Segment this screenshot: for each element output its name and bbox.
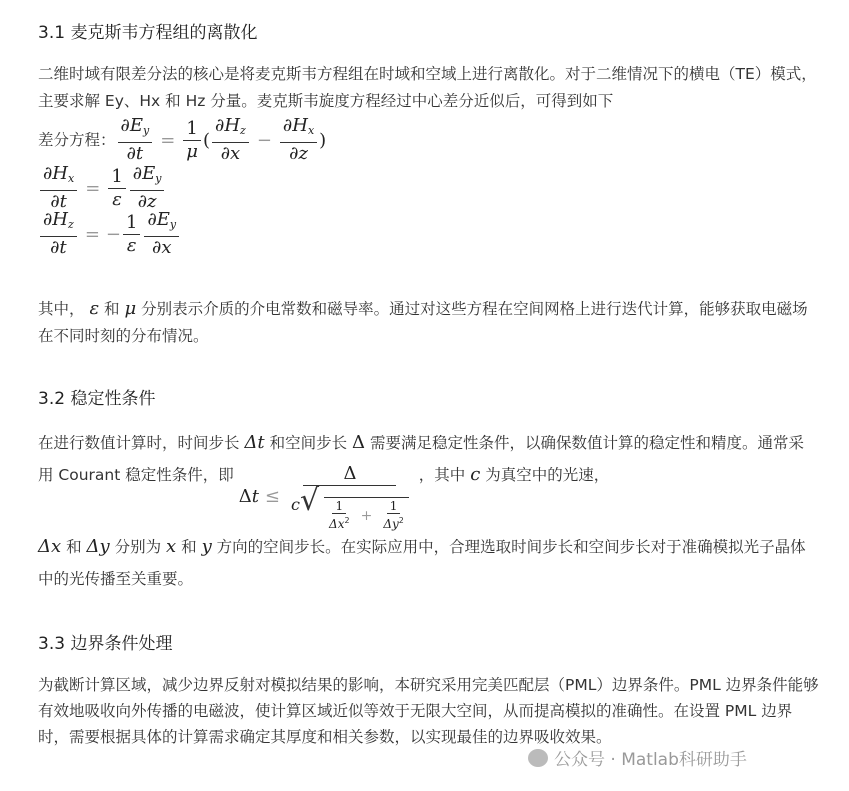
paragraph: 二维时域有限差分法的核心是将麦克斯韦方程组在时域和空域上进行离散化。对于二维情况下的横电（TE）模式，主要求解 Ey、Hx 和 Hz 分量。麦克斯韦旋度方程经过中心差分近似后，可得到如下 差分方程： $\frac{\partial E_y}{\partial t}$ = $\frac{1}{\mu}$ ( $\frac{\partial H_z}{\partial x}$ − $\frac{\partial H_x}{\partial z}$ ): [38, 65, 817, 164]
section-heading: 3.1 麦克斯韦方程组的离散化: [38, 23, 258, 43]
courant-condition: Δ t ≤ Δ c√ $\frac{1}{\Delta x^2}$ + $\frac{1}{\Delta y^2}$: [239, 463, 414, 531]
paragraph: 其中， ε 和 μ 分别表示介质的介电常数和磁导率。通过对这些方程在空间网格上进行迭代计算，能够获取电磁场在不同时刻的分布情况。: [38, 298, 808, 345]
equation-ey: 差分方程： $\frac{\partial E_y}{\partial t}$ = $\frac{1}{\mu}$ ( $\frac{\partial H_z}{\partial x}$ − $\frac{\partial H_x}{\partial z}$ ): [38, 115, 327, 164]
watermark-text: 公众号 · Matlab科研助手: [554, 750, 747, 770]
section-heading: 3.2 稳定性条件: [38, 389, 156, 409]
paragraph: 在进行数值计算时，时间步长 Δt 和空间步长 Δ 需要满足稳定性条件，以确保数值计算的稳定性和精度。通常采用 Courant 稳定性条件，即 Δ t ≤ Δ c√ $\frac{1}{\Delta x^2}$ + $\frac{1}{\Delta y^2}$ ，其中 c 为真空中的光速， Δx 和 Δy 分别为 x 和 y 方向的空间步长。在实际应用中，合理选取时间步长和空间步长对于准确模拟光子晶体中的光传播至关重要。: [38, 432, 806, 588]
wechat-icon: [528, 749, 548, 767]
equation-hx: $\frac{\partial H_x}{\partial t}$ = $\frac{1}{\varepsilon}$ $\frac{\partial E_y}{\partial z}$: [38, 165, 819, 211]
equation-hz: $\frac{\partial H_z}{\partial t}$ = − $\frac{1}{\varepsilon}$ $\frac{\partial E_y}{\partial x}$: [38, 211, 819, 257]
section-heading: 3.3 边界条件处理: [38, 634, 173, 654]
paragraph: 为截断计算区域，减少边界反射对模拟结果的影响，本研究采用完美匹配层（PML）边界条件。PML 边界条件能够有效地吸收向外传播的电磁波，使计算区域近似等效于无限大空间，从而提高模拟的准确性。在设置 PML 边界时，需要根据具体的计算需求确定其厚度和相关参数，以实现最佳的边界吸收效果。: [38, 676, 819, 746]
watermark: [528, 745, 747, 770]
